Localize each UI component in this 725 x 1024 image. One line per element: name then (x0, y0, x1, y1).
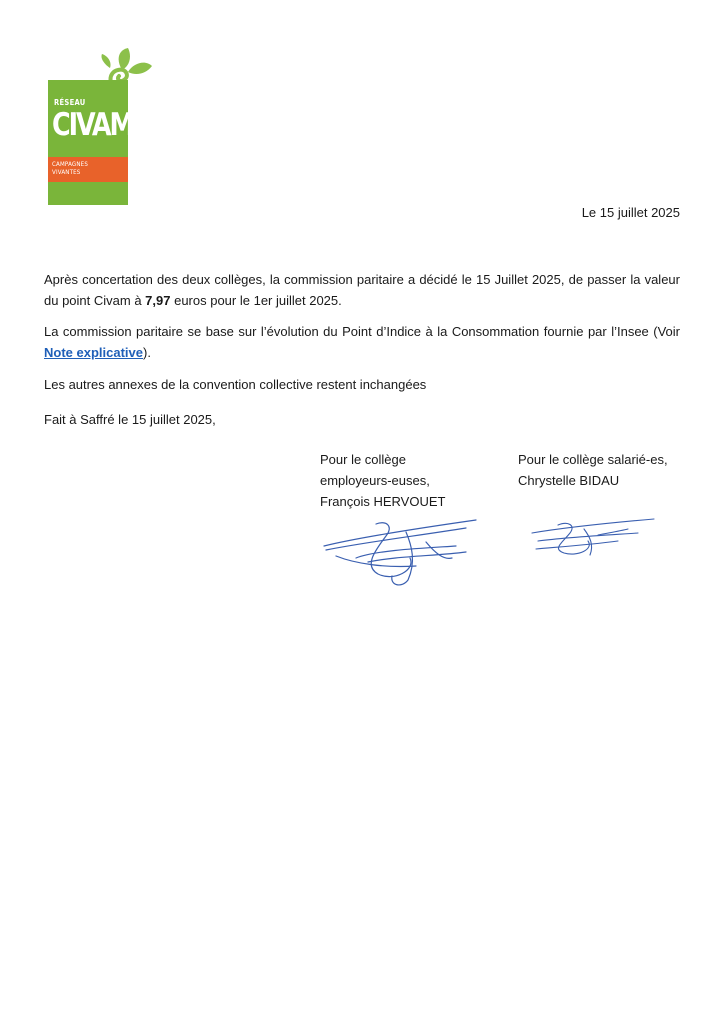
decision-text-start: Après concertation des deux collèges, la commission paritaire a décidé le 15 Juillet 2025, de passer la valeur du point Civam à (44, 272, 680, 308)
basis-text-end: ). (143, 345, 151, 360)
paragraph-basis (44, 321, 680, 363)
civam-logo (48, 46, 152, 182)
point-value: 7,97 (145, 293, 171, 308)
logo-reseau-text: RÉSEAU (54, 98, 86, 107)
employees-name: Chrystelle BIDAU (518, 473, 620, 488)
logo-tagline-1: CAMPAGNES (52, 160, 89, 168)
signature-hervouet (316, 512, 486, 590)
employers-line-2: employeurs-euses, (320, 473, 430, 488)
employers-line-1: Pour le collège (320, 452, 406, 467)
note-explicative-link[interactable]: Note explicative (44, 345, 143, 360)
signature-bidau (528, 515, 658, 560)
paragraph-annexes: Les autres annexes de la convention collective restent inchangées (44, 377, 427, 392)
logo-civam-text: CIVAM (52, 107, 133, 143)
document-date: Le 15 juillet 2025 (581, 205, 680, 220)
employees-signatory (518, 449, 698, 491)
paragraph-place-date: Fait à Saffré le 15 juillet 2025, (44, 412, 216, 427)
paragraph-decision (44, 269, 680, 311)
decision-text-end: euros pour le 1er juillet 2025. (170, 293, 342, 308)
employers-name: François HERVOUET (320, 494, 446, 509)
employees-line-1: Pour le collège salarié-es, (518, 452, 668, 467)
basis-text-start: La commission paritaire se base sur l’évolution du Point d’Indice à la Consommation fournie par l’Insee (Voir (44, 324, 680, 339)
employers-signatory (320, 449, 495, 512)
logo-tagline-2: VIVANTES (52, 168, 81, 176)
